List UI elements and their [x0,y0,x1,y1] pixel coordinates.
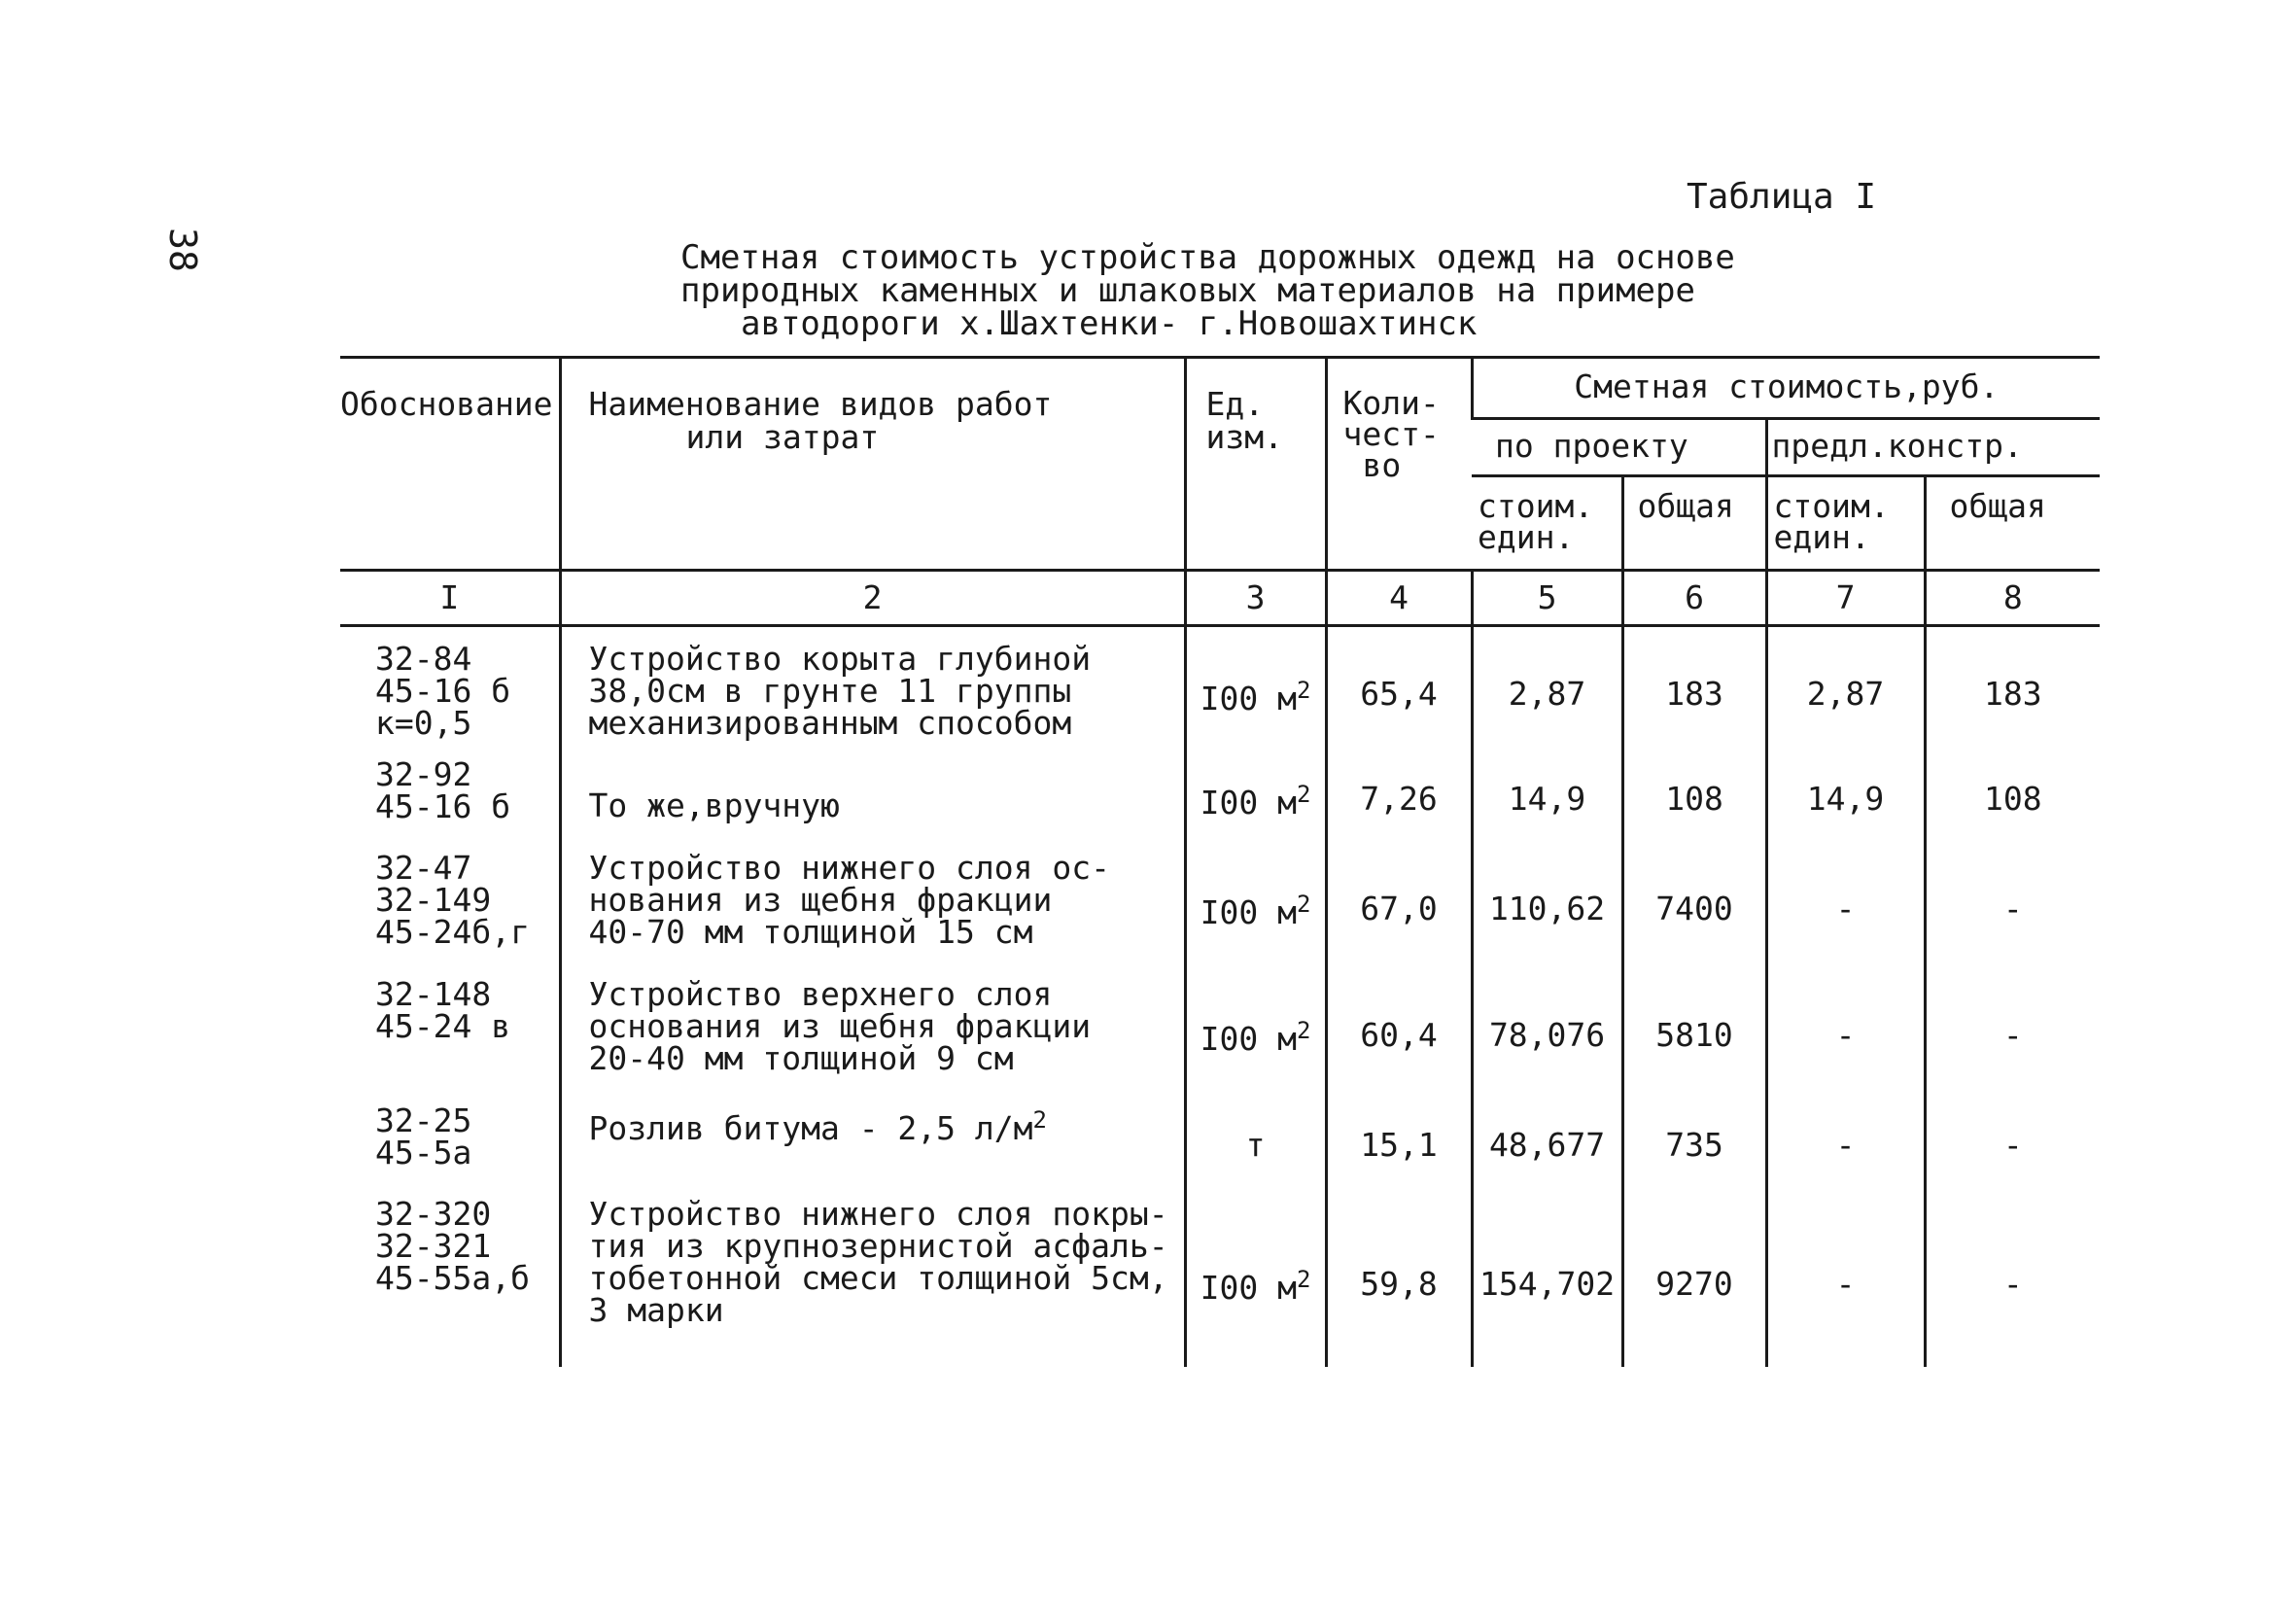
row-proposed-total: - [1925,1089,2100,1182]
row-description: Устройство нижнего слоя ос- нования из щебня фракции 40-70 мм толщиной 15 см [560,836,1185,962]
col-number: 2 [560,571,1185,626]
table-row [340,836,2100,962]
row-project-total: 183 [1622,626,1766,743]
table-title [680,238,1750,343]
title-line-1: Сметная стоимость устройства дорожных одежд на основе [680,238,1735,277]
table-row [340,743,2100,836]
table-row [340,626,2100,743]
row-quantity: 7,26 [1326,743,1472,836]
row-description: Устройство корыта глубиной 38,0см в грунте 11 группы механизированным способом [560,626,1185,743]
col-number: 6 [1622,571,1766,626]
row-project-unit-cost: 110,62 [1472,836,1622,962]
row-codes: 32-92 45-16 б [375,754,511,825]
header-unit: Ед. изм. [1185,358,1326,571]
col-number: 5 [1472,571,1622,626]
row-project-total: 735 [1622,1089,1766,1182]
header-by-project: по проекту [1472,419,1766,476]
table-row [340,1182,2100,1367]
header-cost-group: Сметная стоимость,руб. [1472,358,2100,419]
col-number: I [340,571,560,626]
row-quantity: 60,4 [1326,962,1472,1089]
row-codes: 32-320 32-321 45-55а,б [375,1194,530,1297]
row-proposed-unit-cost: - [1766,1182,1925,1367]
row-codes: 32-25 45-5а [375,1101,472,1171]
row-unit: т [1185,1089,1326,1182]
col-number: 8 [1925,571,2100,626]
row-quantity: 67,0 [1326,836,1472,962]
header-work-name: Наименование видов работ или затрат [560,358,1185,571]
header-total: общая [1622,476,1766,571]
row-description: Устройство нижнего слоя покры- тия из крупнозернистой асфаль- тобетонной смеси толщиной 5см, 3 марки [560,1182,1185,1367]
header-proposed: предл.констр. [1766,419,2100,476]
row-unit: I00 $м^2$ [1185,743,1326,836]
row-unit: I00 $м^2$ [1185,836,1326,962]
title-line-2: природных каменных и шлаковых материалов на примере [680,271,1695,310]
col-number: 4 [1326,571,1472,626]
row-proposed-unit-cost: 14,9 [1766,743,1925,836]
row-proposed-unit-cost: - [1766,836,1925,962]
row-proposed-total: 108 [1925,743,2100,836]
table-row [340,1089,2100,1182]
header-basis: Обоснование [340,358,560,571]
row-codes: 32-84 45-16 б к=0,5 [375,640,511,742]
row-project-total: 7400 [1622,836,1766,962]
row-project-unit-cost: 48,677 [1472,1089,1622,1182]
cost-estimate-table [340,356,2100,1367]
row-project-total: 5810 [1622,962,1766,1089]
page-number: 38 [160,227,204,272]
row-project-unit-cost: 154,702 [1472,1182,1622,1367]
title-line-3: автодороги х.Шахтенки- г.Новошахтинск [741,304,1478,343]
col-number: 7 [1766,571,1925,626]
header-unit-cost-proposed: стоим. един. [1766,476,1925,571]
row-proposed-unit-cost: - [1766,1089,1925,1182]
row-project-unit-cost: 2,87 [1472,626,1622,743]
row-description: То же,вручную [560,743,1185,836]
row-proposed-total: - [1925,962,2100,1089]
row-unit: I00 $м^2$ [1185,962,1326,1089]
row-project-unit-cost: 14,9 [1472,743,1622,836]
row-project-total: 108 [1622,743,1766,836]
row-description: Устройство верхнего слоя основания из щебня фракции 20-40 мм толщиной 9 см [560,962,1185,1089]
col-number: 3 [1185,571,1326,626]
row-quantity: 15,1 [1326,1089,1472,1182]
row-project-unit-cost: 78,076 [1472,962,1622,1089]
row-project-total: 9270 [1622,1182,1766,1367]
row-quantity: 59,8 [1326,1182,1472,1367]
row-proposed-total: - [1925,836,2100,962]
row-unit: I00 $м^2$ [1185,626,1326,743]
table-row [340,962,2100,1089]
row-unit: I00 $м^2$ [1185,1182,1326,1367]
row-proposed-total: - [1925,1182,2100,1367]
row-proposed-unit-cost: - [1766,962,1925,1089]
header-quantity: Коли- чест- во [1326,358,1472,571]
table-label: Таблица I [1687,177,1877,217]
row-codes: 32-47 32-149 45-24б,г [375,848,530,951]
header-total-proposed: общая [1925,476,2100,571]
header-unit-cost: стоим. един. [1478,487,1594,556]
row-description: Розлив битума - 2,5 $л/м^2$ [560,1089,1185,1182]
row-proposed-total: 183 [1925,626,2100,743]
row-quantity: 65,4 [1326,626,1472,743]
row-proposed-unit-cost: 2,87 [1766,626,1925,743]
row-codes: 32-148 45-24 в [375,974,511,1045]
